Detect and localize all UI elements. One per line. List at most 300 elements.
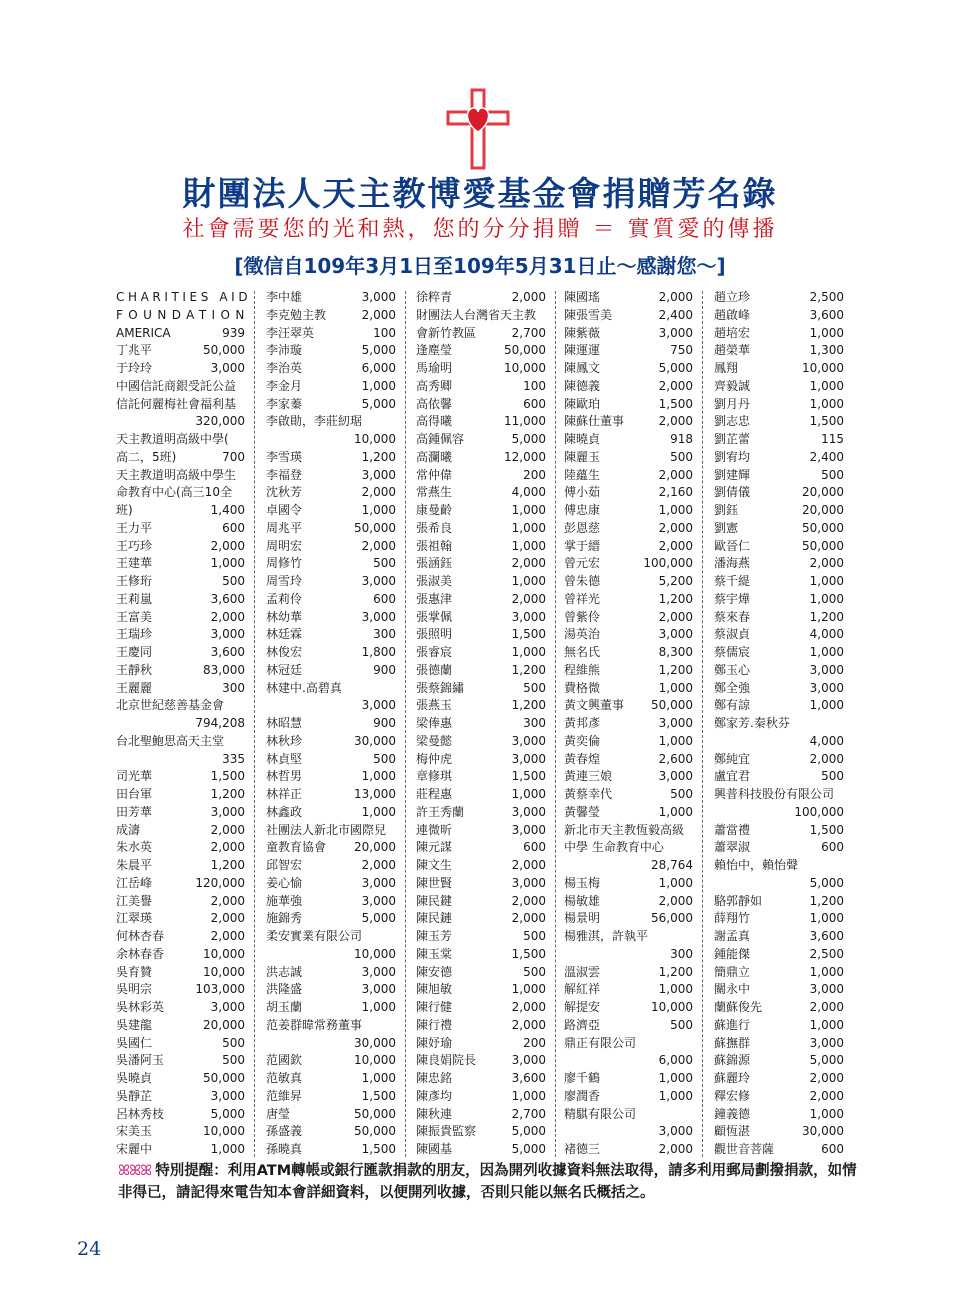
donation-amount: 2,000 [809, 751, 844, 766]
donor-name: 掌于縉 [564, 538, 601, 553]
donor-row [714, 981, 844, 999]
donor-row [564, 609, 693, 627]
donor-row [266, 662, 396, 680]
page-number: 24 [77, 1238, 102, 1260]
donor-row [116, 1106, 245, 1124]
donor-row [116, 928, 245, 946]
donor-row [564, 875, 693, 893]
donor-row [116, 697, 245, 715]
donor-name: 施錦秀 [266, 911, 303, 926]
donation-amount: 2,000 [511, 1000, 546, 1014]
donor-row [116, 715, 245, 733]
donation-amount: 2,400 [809, 449, 844, 464]
donor-name: 無名氏 [564, 645, 601, 659]
donor-name: 吳林彩英 [116, 1000, 165, 1014]
donor-name: 陳民鍵 [416, 893, 453, 908]
donation-amount: 3,000 [658, 716, 693, 730]
donor-name: 吳曉貞 [116, 1071, 153, 1085]
donation-amount: 10,000 [354, 946, 396, 961]
donation-amount: 2,000 [658, 893, 693, 908]
donor-row [116, 484, 245, 502]
donor-row [564, 289, 693, 307]
donor-name: 沈秋芳 [266, 485, 303, 500]
donor-row [116, 768, 245, 786]
donor-name: 洪志誠 [266, 964, 303, 979]
donation-amount: 2,000 [658, 609, 693, 624]
donor-name: 褚德三 [564, 1142, 601, 1156]
donation-amount: 3,000 [658, 325, 693, 340]
donor-name: 陳旭敏 [416, 982, 453, 997]
donation-amount: 103,000 [195, 982, 245, 997]
donor-row [564, 644, 693, 662]
donation-amount: 900 [373, 716, 396, 730]
donor-name: 范維昇 [266, 1088, 303, 1103]
donor-row [266, 378, 396, 396]
donor-name: 楊玉梅 [564, 875, 601, 890]
donor-row [714, 893, 844, 911]
donor-name: 邱智宏 [266, 858, 303, 872]
donor-row [116, 325, 245, 343]
donor-row [266, 751, 396, 769]
donor-name: 陳彥均 [416, 1088, 453, 1103]
donation-amount: 300 [670, 946, 693, 961]
donation-amount: 30,000 [354, 1035, 396, 1050]
donor-name: 孟莉伶 [266, 591, 303, 606]
donor-name: 陳國瑤 [564, 290, 601, 304]
donor-name: 陳秋連 [416, 1106, 453, 1121]
donor-row [564, 626, 693, 644]
donor-name: 陳行禮 [416, 1017, 453, 1032]
donor-name: 朱晨平 [116, 858, 153, 872]
donor-row [714, 484, 844, 502]
donor-row [714, 502, 844, 520]
donation-amount: 2,000 [511, 911, 546, 926]
donor-row [416, 733, 546, 751]
donor-name: 康曼齡 [416, 503, 453, 517]
donor-name: 鄭全強 [714, 680, 751, 695]
donor-name: 李福登 [266, 467, 303, 482]
donor-name: 范敏真 [266, 1071, 303, 1085]
donation-amount: 2,000 [361, 485, 396, 500]
donation-amount: 1,200 [658, 662, 693, 677]
donor-row [416, 591, 546, 609]
donor-name: 鄭純宜 [714, 751, 751, 766]
donation-amount: 900 [373, 662, 396, 677]
donation-amount: 600 [523, 396, 546, 411]
donor-name: 司光華 [116, 769, 153, 784]
donor-row [416, 325, 546, 343]
donor-row [116, 378, 245, 396]
donation-amount: 3,000 [361, 698, 396, 713]
donation-amount: 3,000 [210, 627, 245, 642]
donation-amount: 3,000 [658, 1124, 693, 1139]
donor-row [564, 449, 693, 467]
donor-name: 李治英 [266, 361, 303, 375]
donor-name: 林哲男 [266, 769, 303, 784]
donor-row [266, 609, 396, 627]
donor-row [266, 342, 396, 360]
donor-name: 王富美 [116, 609, 153, 624]
donation-amount: 1,000 [511, 520, 546, 535]
donor-row [416, 981, 546, 999]
donor-name: 新北市天主教恆毅高級 [564, 822, 685, 837]
donor-name: 陳忠銘 [416, 1071, 453, 1085]
donor-row [564, 981, 693, 999]
donor-row [564, 804, 693, 822]
donation-amount: 50,000 [651, 698, 693, 713]
donor-row [266, 768, 396, 786]
donor-row [714, 715, 844, 733]
donor-name: 曾紫伶 [564, 609, 601, 624]
donor-row [416, 307, 546, 325]
donation-amount: 3,000 [210, 1000, 245, 1014]
donor-row [714, 1141, 844, 1159]
donor-row [116, 964, 245, 982]
donor-name: 張睿宸 [416, 645, 453, 659]
donor-row [116, 413, 245, 431]
donation-amount: 3,000 [361, 574, 396, 588]
donor-row [116, 1035, 245, 1053]
donor-row [564, 502, 693, 520]
donor-row [266, 804, 396, 822]
donor-name: 宋美玉 [116, 1124, 153, 1139]
donor-row [416, 449, 546, 467]
donor-row [416, 1070, 546, 1088]
donor-name: 彭恩慈 [564, 520, 601, 535]
donor-name: 陳元謀 [416, 840, 453, 855]
donor-name: 陳運運 [564, 343, 601, 358]
donation-amount: 2,600 [658, 751, 693, 766]
donor-name: 鍾能傑 [714, 946, 751, 961]
donor-row [266, 893, 396, 911]
donor-name: 曾元宏 [564, 556, 601, 571]
donation-amount: 1,400 [210, 503, 245, 517]
donor-name: CHARITIES AID [116, 290, 252, 304]
donation-amount: 2,160 [658, 485, 693, 500]
donor-row [714, 467, 844, 485]
donor-name: 高瀾曦 [416, 449, 453, 464]
donor-row [714, 751, 844, 769]
donor-name: 楊雅淇，許執平 [564, 929, 649, 943]
donor-row [266, 1088, 396, 1106]
donation-amount: 3,000 [809, 662, 844, 677]
donor-row [714, 396, 844, 414]
donor-name: 陳紫薇 [564, 325, 601, 340]
donor-name: 釋宏修 [714, 1088, 751, 1103]
donor-name: 黃文興董事 [564, 698, 625, 713]
donation-amount: 10,000 [504, 361, 546, 375]
donation-amount: 5,000 [511, 1124, 546, 1139]
donor-column-4 [564, 289, 693, 1159]
donor-name: 胡玉蘭 [266, 1000, 303, 1014]
donor-name: 黃蔡幸代 [564, 787, 613, 801]
donor-column-1 [116, 289, 252, 1159]
donation-amount: 3,600 [511, 1071, 546, 1085]
donor-row [714, 342, 844, 360]
donor-name: 鳳翔 [714, 361, 739, 375]
donor-row [266, 502, 396, 520]
cross-heart-icon [442, 88, 514, 170]
donor-row [564, 697, 693, 715]
donation-amount: 50,000 [504, 343, 546, 358]
donor-row [116, 999, 245, 1017]
donation-amount: 2,000 [361, 538, 396, 553]
donation-amount: 30,000 [802, 1124, 844, 1139]
donation-amount: 3,000 [511, 804, 546, 819]
donor-name: 鄭家芳.秦秋芬 [714, 716, 790, 730]
donor-name: 關永中 [714, 982, 751, 997]
donor-name: 陳世賢 [416, 875, 453, 890]
donation-amount: 1,200 [210, 858, 245, 872]
donor-name: 陳蘇仕董事 [564, 414, 625, 429]
donation-amount: 3,600 [210, 645, 245, 659]
donation-amount: 100,000 [794, 804, 844, 819]
donation-amount: 1,000 [809, 1017, 844, 1032]
donation-amount: 2,500 [809, 946, 844, 961]
donor-row [714, 839, 844, 857]
donation-amount: 4,000 [809, 627, 844, 642]
donation-amount: 3,000 [210, 361, 245, 375]
donor-row [714, 626, 844, 644]
donation-amount: 1,000 [361, 1000, 396, 1014]
donor-row [564, 538, 693, 556]
donor-name: 何林杏春 [116, 929, 165, 943]
donation-amount: 1,000 [809, 396, 844, 411]
decorative-flower-icon: ꕤꕤꕤ [118, 1163, 152, 1179]
donor-row [116, 786, 245, 804]
donor-name: 傅忠康 [564, 503, 601, 517]
donation-amount: 600 [373, 591, 396, 606]
donation-amount: 2,500 [809, 290, 844, 304]
donor-name: 齊毅誠 [714, 378, 751, 393]
donation-amount: 5,000 [809, 1053, 844, 1068]
donor-row [714, 946, 844, 964]
donation-amount: 50,000 [354, 1124, 396, 1139]
donation-amount: 1,500 [210, 769, 245, 784]
donation-amount: 320,000 [195, 414, 245, 429]
donor-name: 張惠津 [416, 591, 453, 606]
donation-amount: 1,000 [361, 1071, 396, 1085]
donor-name: 李中雄 [266, 290, 303, 304]
donation-amount: 10,000 [651, 1000, 693, 1014]
donor-row [564, 928, 693, 946]
donation-amount: 2,000 [361, 307, 396, 322]
donation-amount: 2,000 [809, 1071, 844, 1085]
donor-name: 李雪瑛 [266, 449, 303, 464]
donor-name: 高二，5班) [116, 449, 177, 464]
donor-row [266, 520, 396, 538]
donor-name: 劉憲 [714, 520, 739, 535]
donor-row [266, 626, 396, 644]
donor-row [416, 999, 546, 1017]
donor-name: 駱郭靜如 [714, 893, 763, 908]
donor-name: 王修珩 [116, 574, 153, 588]
donor-row [564, 893, 693, 911]
donation-amount: 1,000 [511, 645, 546, 659]
donor-row [416, 413, 546, 431]
donor-name: 楊景明 [564, 911, 601, 926]
donor-name: 精騏有限公司 [564, 1106, 637, 1121]
donor-name: 徐粹青 [416, 290, 453, 304]
donor-row [564, 307, 693, 325]
donation-amount: 1,000 [658, 1071, 693, 1085]
donor-name: 高依馨 [416, 396, 453, 411]
donation-amount: 918 [670, 432, 693, 446]
donor-name: 張涵鈺 [416, 556, 453, 571]
donor-row [564, 1106, 693, 1124]
donor-row [564, 662, 693, 680]
donor-row [564, 733, 693, 751]
donor-name: 王麗麗 [116, 680, 153, 695]
donor-name: 王莉嵐 [116, 591, 153, 606]
donation-amount: 500 [523, 680, 546, 695]
footnote-text: 特別提醒：利用ATM轉帳或銀行匯款捐款的朋友，因為開列收據資料無法取得，請多利用郵局劃撥捐款，如情非得已，請記得來電告知本會詳細資料，以便開列收據，否則只能以無名氏概括之。 [118, 1163, 857, 1201]
donor-row [266, 644, 396, 662]
donor-name: 洪隆盛 [266, 982, 303, 997]
donation-amount: 500 [222, 1035, 245, 1050]
donor-row [116, 502, 245, 520]
donation-amount: 2,000 [658, 520, 693, 535]
donation-amount: 2,000 [658, 538, 693, 553]
donor-row [714, 555, 844, 573]
donor-name: 陳文生 [416, 858, 453, 872]
donor-row [266, 1017, 396, 1035]
donor-row [714, 591, 844, 609]
donation-amount: 3,000 [511, 875, 546, 890]
donor-name: 陳玉芳 [416, 929, 453, 943]
donor-name: 施華強 [266, 893, 303, 908]
donor-row [116, 981, 245, 999]
donor-row [714, 1106, 844, 1124]
donor-row [266, 680, 396, 698]
donor-name: 蕭當禮 [714, 822, 751, 837]
donation-amount: 1,500 [658, 396, 693, 411]
donor-name: 劉建輝 [714, 467, 751, 482]
donation-amount: 1,000 [809, 378, 844, 393]
donor-name: AMERICA [116, 325, 171, 340]
donation-amount: 700 [222, 449, 245, 464]
donor-row [116, 467, 245, 485]
donor-name: 于玲玲 [116, 361, 153, 375]
donor-name: 成濤 [116, 822, 141, 837]
donation-amount: 3,000 [361, 982, 396, 997]
donation-amount: 3,000 [511, 1053, 546, 1068]
donor-row [714, 307, 844, 325]
donor-name: 林幼華 [266, 609, 303, 624]
donor-row [116, 1052, 245, 1070]
donor-row [116, 1017, 245, 1035]
donor-name: 薛翔竹 [714, 911, 751, 926]
donor-name: 簡鼎立 [714, 964, 751, 979]
donation-amount: 1,500 [511, 769, 546, 784]
donation-amount: 100 [373, 325, 396, 340]
donation-amount: 3,000 [361, 875, 396, 890]
donor-row [266, 431, 396, 449]
donor-name: 江美譽 [116, 893, 153, 908]
donor-name: 林建中.高碧真 [266, 680, 342, 695]
donor-row [116, 591, 245, 609]
donor-name: 吳建龍 [116, 1017, 153, 1032]
donor-name: 周修竹 [266, 556, 303, 571]
donation-amount: 2,000 [511, 1017, 546, 1032]
donor-row [116, 893, 245, 911]
donor-row [564, 413, 693, 431]
donor-row [564, 768, 693, 786]
donation-amount: 3,600 [809, 929, 844, 943]
donation-amount: 1,200 [809, 893, 844, 908]
donor-name: 童教育協會 [266, 840, 327, 855]
donor-row [266, 449, 396, 467]
donation-amount: 500 [670, 1017, 693, 1032]
donor-row [116, 360, 245, 378]
donor-row [266, 964, 396, 982]
donation-amount: 2,000 [658, 467, 693, 482]
donation-amount: 1,000 [809, 964, 844, 979]
donor-name: 鄭有諒 [714, 698, 751, 713]
donor-name: 顧恆湛 [714, 1124, 751, 1139]
donor-name: 興普科技股份有限公司 [714, 787, 835, 801]
donor-row [564, 946, 693, 964]
donor-row [416, 893, 546, 911]
donor-row [564, 680, 693, 698]
donor-row [416, 467, 546, 485]
donation-amount: 10,000 [354, 1053, 396, 1068]
donor-name: 李克勉主教 [266, 307, 327, 322]
donor-row [564, 520, 693, 538]
donor-row [116, 573, 245, 591]
donation-amount: 2,000 [658, 1142, 693, 1156]
donation-amount: 3,000 [511, 751, 546, 766]
donor-row [266, 786, 396, 804]
donor-name: 黃邦彥 [564, 716, 601, 730]
donor-name: 溫淑雲 [564, 964, 601, 979]
donor-row [266, 573, 396, 591]
donation-amount: 5,200 [658, 574, 693, 588]
donor-row [714, 964, 844, 982]
donation-amount: 1,200 [658, 964, 693, 979]
donor-row [416, 768, 546, 786]
donor-name: 陳德義 [564, 378, 601, 393]
donation-amount: 2,000 [809, 556, 844, 571]
donor-name: 天主教道明高級中學( [116, 432, 229, 446]
donor-row [714, 768, 844, 786]
donor-row [416, 520, 546, 538]
donor-row [564, 325, 693, 343]
donation-amount: 2,000 [511, 858, 546, 872]
donor-row [116, 662, 245, 680]
donor-name: 楊敏雄 [564, 893, 601, 908]
donor-name: 陳振貴監察 [416, 1124, 477, 1139]
donation-amount: 100,000 [643, 556, 693, 571]
donor-row [416, 431, 546, 449]
donation-amount: 20,000 [354, 840, 396, 855]
donor-row [116, 733, 245, 751]
donor-name: 張掌佩 [416, 609, 453, 624]
donation-amount: 1,000 [658, 804, 693, 819]
donor-row [266, 1141, 396, 1159]
donor-row [116, 1088, 245, 1106]
donation-amount: 1,500 [361, 1142, 396, 1156]
donation-amount: 1,500 [361, 1088, 396, 1103]
donor-name: 姜心愉 [266, 875, 303, 890]
donation-amount: 10,000 [203, 946, 245, 961]
donor-row [714, 1017, 844, 1035]
donor-row [416, 946, 546, 964]
donor-name: 陳行健 [416, 1000, 453, 1014]
donation-amount: 2,000 [809, 1000, 844, 1014]
donor-row [116, 396, 245, 414]
donor-row [564, 751, 693, 769]
